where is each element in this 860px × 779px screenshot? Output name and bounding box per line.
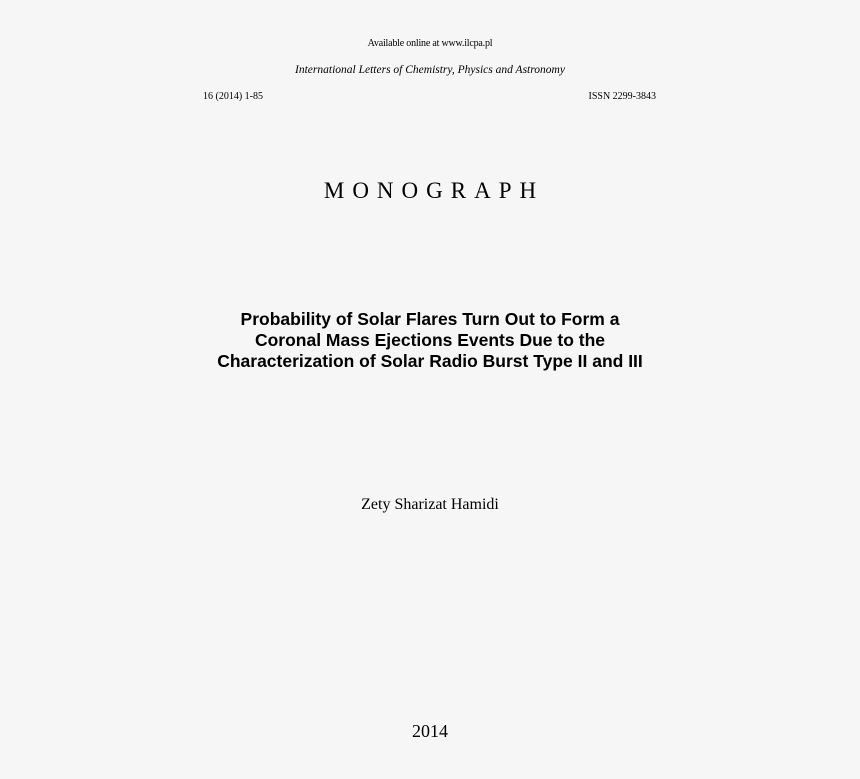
availability-line: Available online at www.ilcpa.pl xyxy=(367,38,493,49)
document-type-label: MONOGRAPH xyxy=(323,178,545,203)
journal-name: International Letters of Chemistry, Physics and Astronomy xyxy=(295,64,565,76)
publication-year: 2014 xyxy=(412,721,448,741)
paper-title-line-1: Probability of Solar Flares Turn Out to Form a xyxy=(240,309,620,329)
volume-pages: 16 (2014) 1-85 xyxy=(203,91,263,102)
author-name: Zety Sharizat Hamidi xyxy=(361,496,499,513)
issn-number: ISSN 2299-3843 xyxy=(588,91,656,102)
paper-title-line-2: Coronal Mass Ejections Events Due to the xyxy=(254,330,606,350)
paper-title-line-3: Characterization of Solar Radio Burst Type II and III xyxy=(217,351,643,371)
paper-title xyxy=(130,309,730,372)
